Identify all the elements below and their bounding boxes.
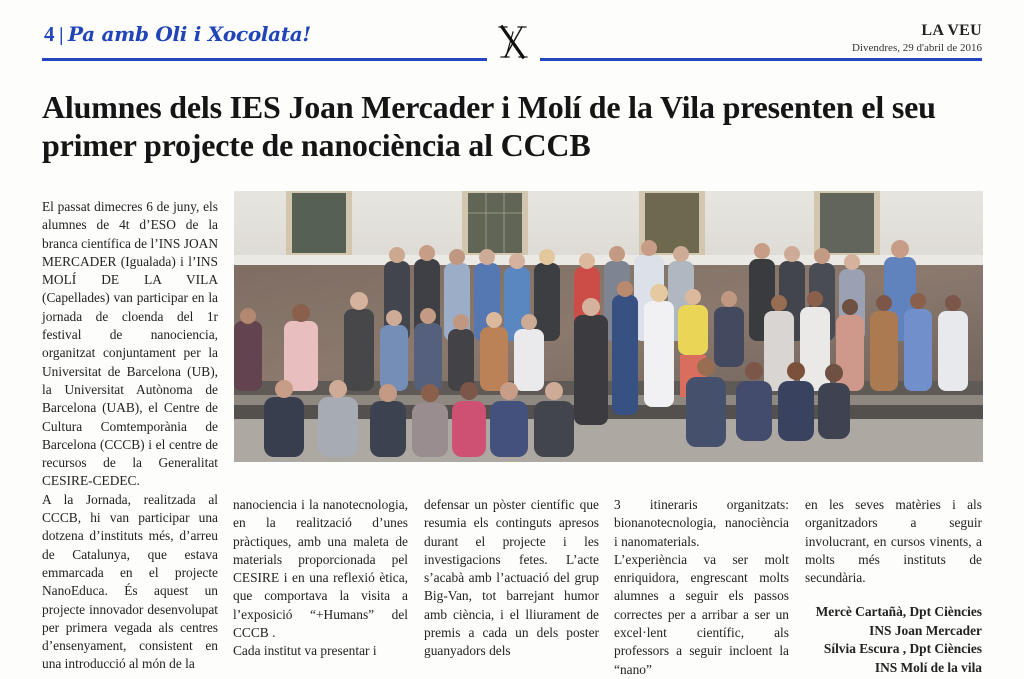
article-column-4	[614, 496, 789, 679]
paragraph: A la Jornada, realitzada al CCCB, hi van participar una dotzena d’instituts més, d’arreu de Catalunya, que estava emmarcada en el projecte NanoEduca. És aquest un projecte innovador desenvolupat per primera vegada als centres d’ensenyament, consistent en una introducció al món de la	[42, 491, 218, 672]
signature-line: INS Joan Mercader	[869, 622, 982, 638]
publication-name: LA VEU	[921, 22, 982, 39]
signature-line: INS Molí de la vila	[874, 659, 982, 675]
paragraph: 3 itineraris organitzats: bionanotecnologia, nanociència i nanomaterials.	[614, 497, 789, 549]
group-photo	[234, 191, 983, 462]
paragraph: nanociencia i la nanotecnologia, en la realització d’unes pràctiques, amb una maleta de materials proporcionada pel CESIRE i en una reflexió ètica, que comportava la visita a l’exposició “+Humans” del CCCB .	[233, 497, 408, 641]
article-headline: Alumnes dels IES Joan Mercader i Molí de la Vila presenten el seu primer projecte de nanociència al CCCB	[42, 89, 936, 163]
article-column-1	[42, 198, 218, 674]
paragraph: El passat dimecres 6 de juny, els alumnes de 4t d’ESO de la branca científica de l’INS JOAN MERCADER (Igualada) i l’INS MOLÍ DE LA VILA (Capellades) van participar en la jornada de cloenda del 1r festival de nanociencia, organitzat conjuntament per la Universitat de Barcelona (UB), la Universitat Autònoma de Barcelona (UAB), el Centre de Cultura Comtemporània de Barcelona (CCCB) i el centre de recursos de la Generalitat CESIRE-CEDEC.	[42, 199, 218, 489]
article-column-3	[424, 496, 599, 661]
publication-date: Divendres, 29 d'abril de 2016	[852, 42, 982, 54]
section-title: Pa amb Oli i Xocolata!	[67, 22, 311, 46]
header-rule-right	[540, 58, 982, 61]
section-header	[44, 22, 311, 47]
signature-line: Sílvia Escura , Dpt Ciències	[823, 641, 982, 657]
paragraph: en les seves matèries i als organitzadors a seguir involucrant, en cursos vinents, a molts més instituts de secundària.	[805, 497, 982, 586]
article-column-5	[805, 496, 982, 677]
publication-info	[852, 22, 982, 54]
paragraph: Cada institut va presentar i	[233, 643, 377, 659]
author-signature	[805, 603, 982, 677]
paragraph: defensar un pòster científic que resumia els continguts apresos durant el projecte i les investigacions fetes. L’acte s’acabà amb l’actuació del grup Big-Van, tot barrejant humor amb ciència, i el lliurament de premis a cada un dels poster guanyadors dels	[424, 497, 599, 659]
monogram-xa-icon	[498, 24, 528, 60]
header-rule-left	[42, 58, 487, 61]
page-number: 4	[44, 22, 55, 46]
signature-line: Mercè Cartañà, Dpt Ciències	[815, 604, 982, 620]
header-separator: |	[58, 25, 64, 46]
article-column-2	[233, 496, 408, 661]
group-photo-icon	[234, 191, 983, 462]
paragraph: L’experiència va ser molt enriquidora, engrescant molts alumnes a seguir els passos correctes per a arribar a ser un excel·lent científic, als professors a seguir incloent la “nano”	[614, 551, 789, 677]
